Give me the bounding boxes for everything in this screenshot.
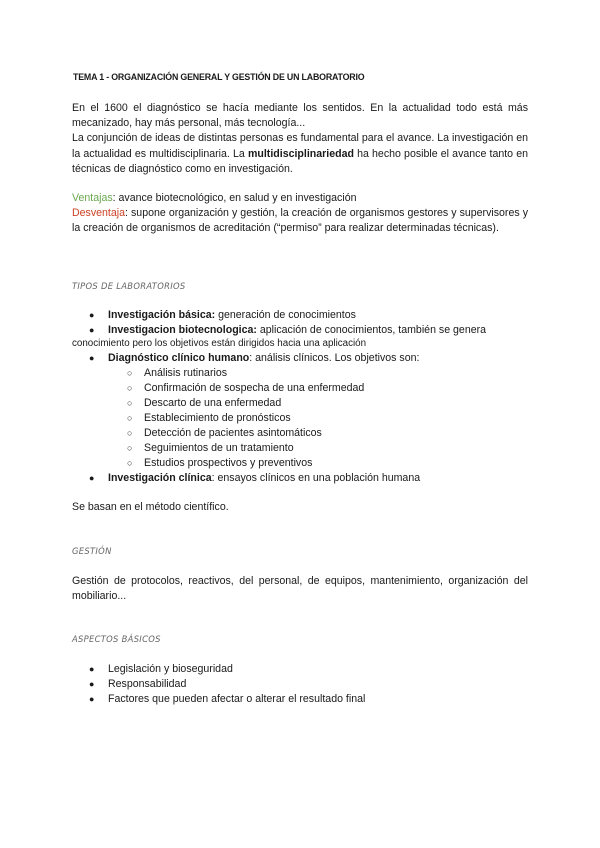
bullet-icon: ●	[89, 664, 95, 674]
desventajas-label: Desventaja	[72, 207, 125, 220]
list-item: ● Diagnóstico clínico humano: análisis clínicos. Los objetivos son:	[89, 352, 420, 364]
tipos-list	[72, 308, 542, 486]
circle-bullet-icon: ○	[127, 398, 133, 408]
bullet-icon: ●	[89, 310, 95, 320]
bullet-icon: ●	[89, 353, 95, 363]
bullet-icon: ●	[89, 694, 95, 704]
circle-bullet-icon: ○	[127, 428, 133, 438]
circle-bullet-icon: ○	[127, 458, 133, 468]
bullet-icon: ●	[89, 679, 95, 689]
circle-bullet-icon: ○	[127, 443, 133, 453]
sub-list-item: ○ Detección de pacientes asintomáticos	[127, 427, 322, 439]
gestion-text: Gestión de protocolos, reactivos, del personal, de equipos, mantenimiento, organización del mobiliario...	[72, 575, 528, 603]
sub-list-item: ○ Confirmación de sospecha de una enfermedad	[127, 382, 365, 394]
intro-section	[72, 101, 528, 177]
intro-paragraph-1: En el 1600 el diagnóstico se hacía mediante los sentidos. En la actualidad todo está más mecanizado, hay más personal, más tecnología...	[72, 102, 528, 130]
sub-list-item: ○ Descarto de una enfermedad	[127, 397, 282, 409]
sub-list-item: ○ Estudios prospectivos y preventivos	[127, 457, 313, 469]
list-item: ● Investigacion biotecnologica: aplicación de conocimientos, también se genera	[89, 324, 487, 336]
list-item-continuation: conocimiento pero los objetivos están dirigidos hacia una aplicación	[72, 338, 367, 349]
circle-bullet-icon: ○	[127, 413, 133, 423]
ventajas-line: Ventajas: avance biotecnológico, en salud y en investigación	[72, 192, 357, 204]
ventajas-label: Ventajas	[72, 192, 113, 204]
aspectos-list	[72, 662, 542, 707]
sub-list-item: ○ Análisis rutinarios	[127, 367, 228, 379]
list-item: ● Investigación básica: generación de conocimientos	[89, 309, 356, 321]
aspectos-heading: ASPECTOS BÁSICOS	[72, 634, 161, 644]
page-title: TEMA 1 - ORGANIZACIÓN GENERAL Y GESTIÓN DE UN LABORATORIO	[73, 72, 365, 83]
list-item: ● Responsabilidad	[89, 678, 187, 690]
desventajas-line: Desventaja: supone organización y gestión, la creación de organismos gestores y supervisores y la creación de organismos de acreditación (“permiso” para realizar determinadas técnicas).	[72, 207, 528, 235]
bullet-icon: ●	[89, 473, 95, 483]
intro-paragraph-2: La conjunción de ideas de distintas personas es fundamental para el avance. La investigación en la actualidad es multidisciplinaria. La multidisciplinariedad ha hecho posible el avance tanto en técnicas de diagnóstico como en investigación.	[72, 132, 529, 175]
sub-list-item: ○ Seguimientos de un tratamiento	[127, 442, 294, 454]
list-item: ● Investigación clínica: ensayos clínicos en una población humana	[89, 472, 421, 484]
circle-bullet-icon: ○	[127, 383, 133, 393]
sub-list-item: ○ Establecimiento de pronósticos	[127, 412, 291, 424]
multidisciplinariedad-term: multidisciplinariedad	[247, 147, 354, 160]
list-item: ● Legislación y bioseguridad	[89, 663, 233, 675]
circle-bullet-icon: ○	[127, 368, 133, 378]
gestion-heading: GESTIÓN	[72, 546, 112, 556]
bullet-icon: ●	[89, 325, 95, 335]
list-item: ● Factores que pueden afectar o alterar el resultado final	[89, 693, 366, 705]
tipos-footer: Se basan en el método científico.	[72, 501, 229, 513]
tipos-heading: TIPOS DE LABORATORIOS	[72, 281, 186, 291]
pros-cons-section	[72, 191, 528, 237]
